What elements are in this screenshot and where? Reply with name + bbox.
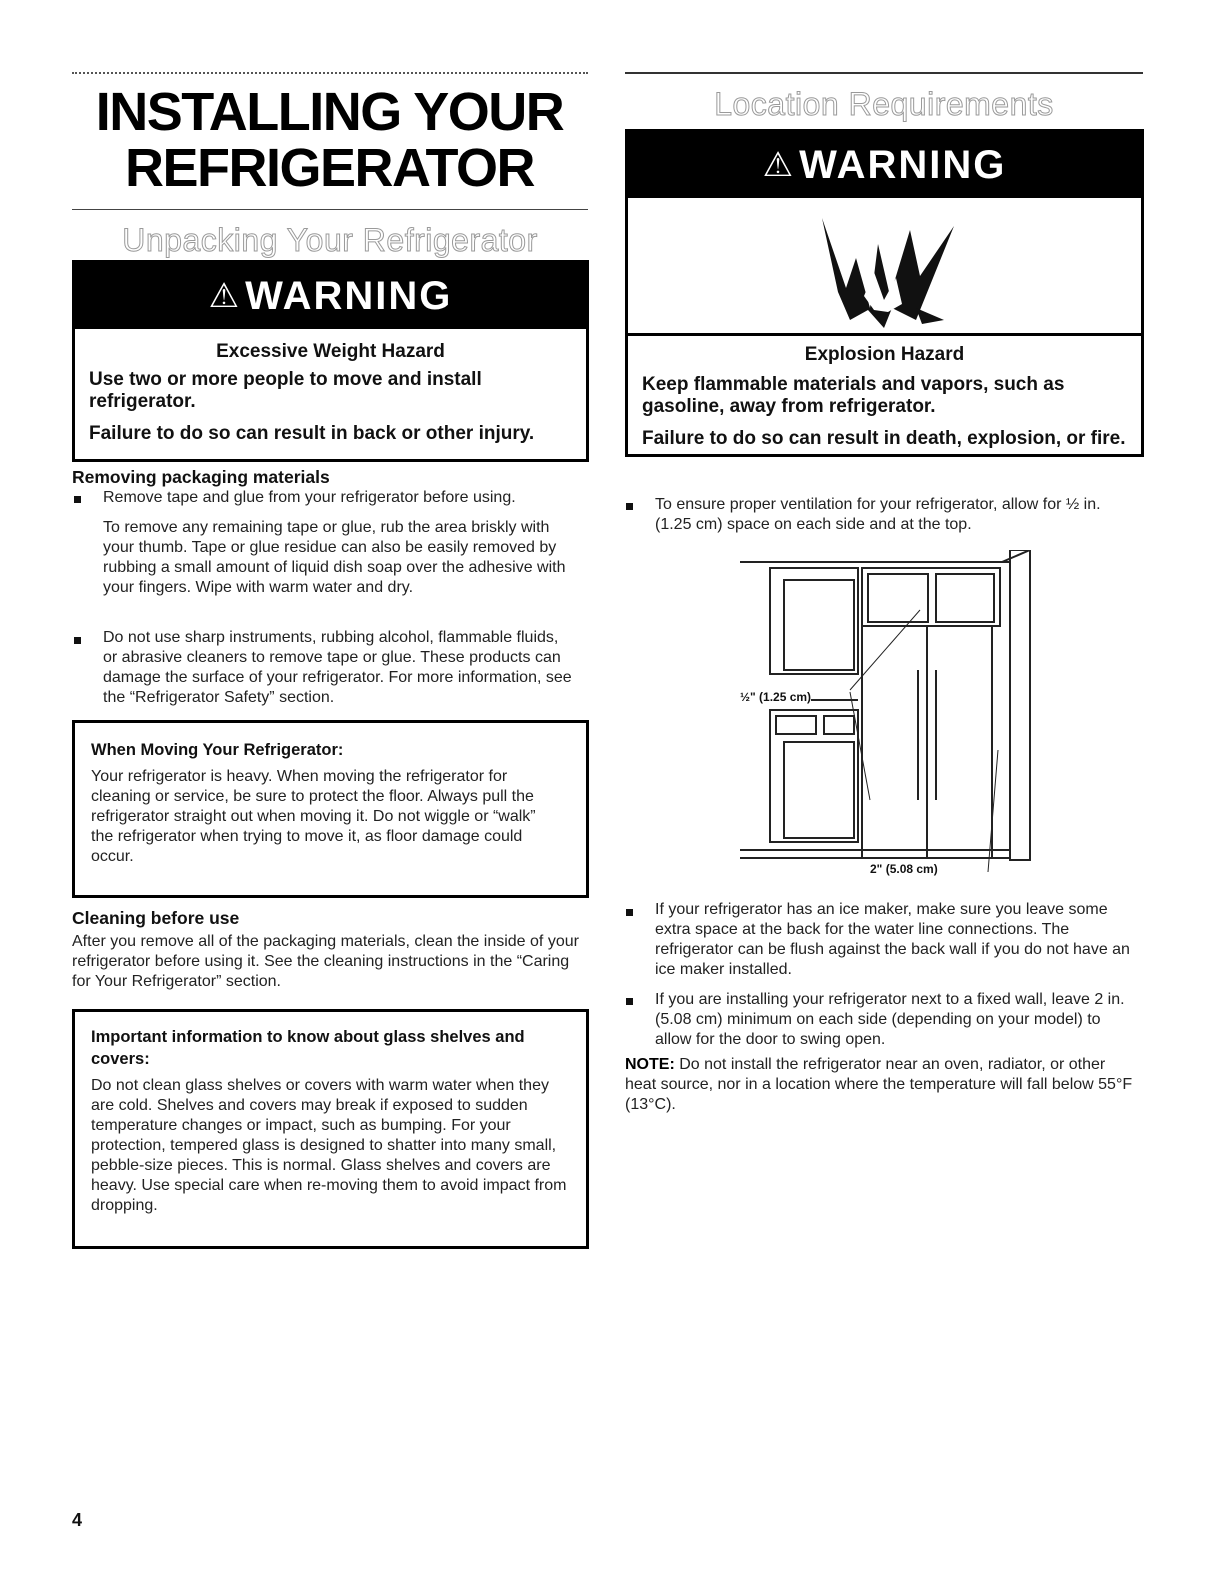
note-label: NOTE: [625,1056,675,1073]
warning-consequence: Failure to do so can result in back or other injury. [89,423,535,444]
refrigerator-clearance-drawing [740,550,1040,890]
note-paragraph [625,1055,1140,1115]
section-title-unpacking: Unpacking Your Refrigerator [122,222,538,258]
page-title-line1: INSTALLING YOUR [95,82,564,142]
fixed-wall-text: If you are installing your refrigerator next to a fixed wall, leave 2 in. (5.08 cm) minimum on each side (depending on your model) to allow for the door to swing open. [655,991,1125,1048]
side-clearance-label: 2" (5.08 cm) [870,862,938,876]
page-number: 4 [72,1510,83,1530]
no-sharp-instruments-text: Do not use sharp instruments, rubbing alcohol, flammable fluids, or abrasive cleaners to remove tape or glue. These products can damage the surface of your refrigerator. For more information, see the “Refrigerator Safety” section. [103,629,572,706]
moving-refrigerator-box [72,720,589,898]
remove-tape-text: Remove tape and glue from your refrigerator before using. [103,489,516,506]
ice-maker-text: If your refrigerator has an ice maker, make sure you leave some extra space at the back for the water line connections. The refrigerator can be flush against the back wall if you do not have an ice maker installed. [655,901,1130,978]
bullet-icon [626,909,633,916]
cleaning-text: After you remove all of the packaging materials, clean the inside of your refrigerator before using it. See the cleaning instructions in the “Caring for Your Refrigerator” section. [72,933,579,990]
hazard-title: Explosion Hazard [804,344,965,365]
bullet-icon [626,503,633,510]
warning-triangle-icon: ⚠ [762,146,796,184]
page-title-line2: REFRIGERATOR [124,138,535,198]
warning-banner [75,263,586,329]
warning-instruction: Keep flammable materials and vapors, such as gasoline, away from refrigerator. [642,374,1065,417]
removing-packaging-heading: Removing packaging materials [72,467,330,487]
top-rule-left [72,72,588,74]
cleaning-heading: Cleaning before use [72,908,240,928]
explosion-warning-box [625,129,1144,457]
remove-tape-detail: To remove any remaining tape or glue, rub the area briskly with your thumb. Tape or glue residue can also be easily removed by rubbing a small amount of liquid dish soap over the adhesive with your fingers. Wipe with warm water and dry. [103,519,566,596]
glass-box-text: Do not clean glass shelves or covers with warm water when they are cold. Shelves and covers may break if exposed to sudden temperature changes or impact, such as bumping. For your protection, tempered glass is designed to shatter into many small, pebble-size pieces. This is normal. Glass shelves and covers are heavy. Use special care when re-moving them to avoid impact from dropping. [91,1077,567,1214]
clearance-diagram [740,550,1040,890]
warning-consequence: Failure to do so can result in death, explosion, or fire. [642,428,1126,449]
warning-banner-text: WARNING [799,143,1007,187]
bullet-icon [74,496,81,503]
title-divider [72,209,588,210]
hazard-title: Excessive Weight Hazard [216,341,445,362]
page-title [72,84,587,196]
warning-banner [628,132,1141,198]
note-text: Do not install the refrigerator near an oven, radiator, or other heat source, nor in a location where the temperature will fall below 55°F (13°C). [625,1056,1133,1113]
weight-warning-box [72,260,589,462]
top-clearance-label: ½" (1.25 cm) [740,690,812,704]
moving-box-text: Your refrigerator is heavy. When moving the refrigerator for cleaning or service, be sure to protect the floor. Always pull the refrigerator straight out when moving it. Do not wiggle or “walk” the refrigerator when trying to move it, as floor damage could occur. [91,768,536,865]
glass-shelves-box [72,1009,589,1249]
warning-instruction: Use two or more people to move and install refrigerator. [89,369,482,412]
glass-box-title: Important information to know about glass shelves and covers: [91,1028,525,1068]
warning-banner-text: WARNING [245,274,453,318]
top-rule-right [625,72,1143,74]
bullet-icon [74,637,81,644]
moving-box-title: When Moving Your Refrigerator: [91,741,344,759]
bullet-icon [626,998,633,1005]
explosion-icon-area [628,198,1141,336]
section-title-location: Location Requirements [714,86,1054,122]
ventilation-text: To ensure proper ventilation for your refrigerator, allow for ½ in. (1.25 cm) space on each side and at the top. [655,496,1101,533]
warning-triangle-icon: ⚠ [208,277,242,315]
explosion-icon [804,200,964,330]
